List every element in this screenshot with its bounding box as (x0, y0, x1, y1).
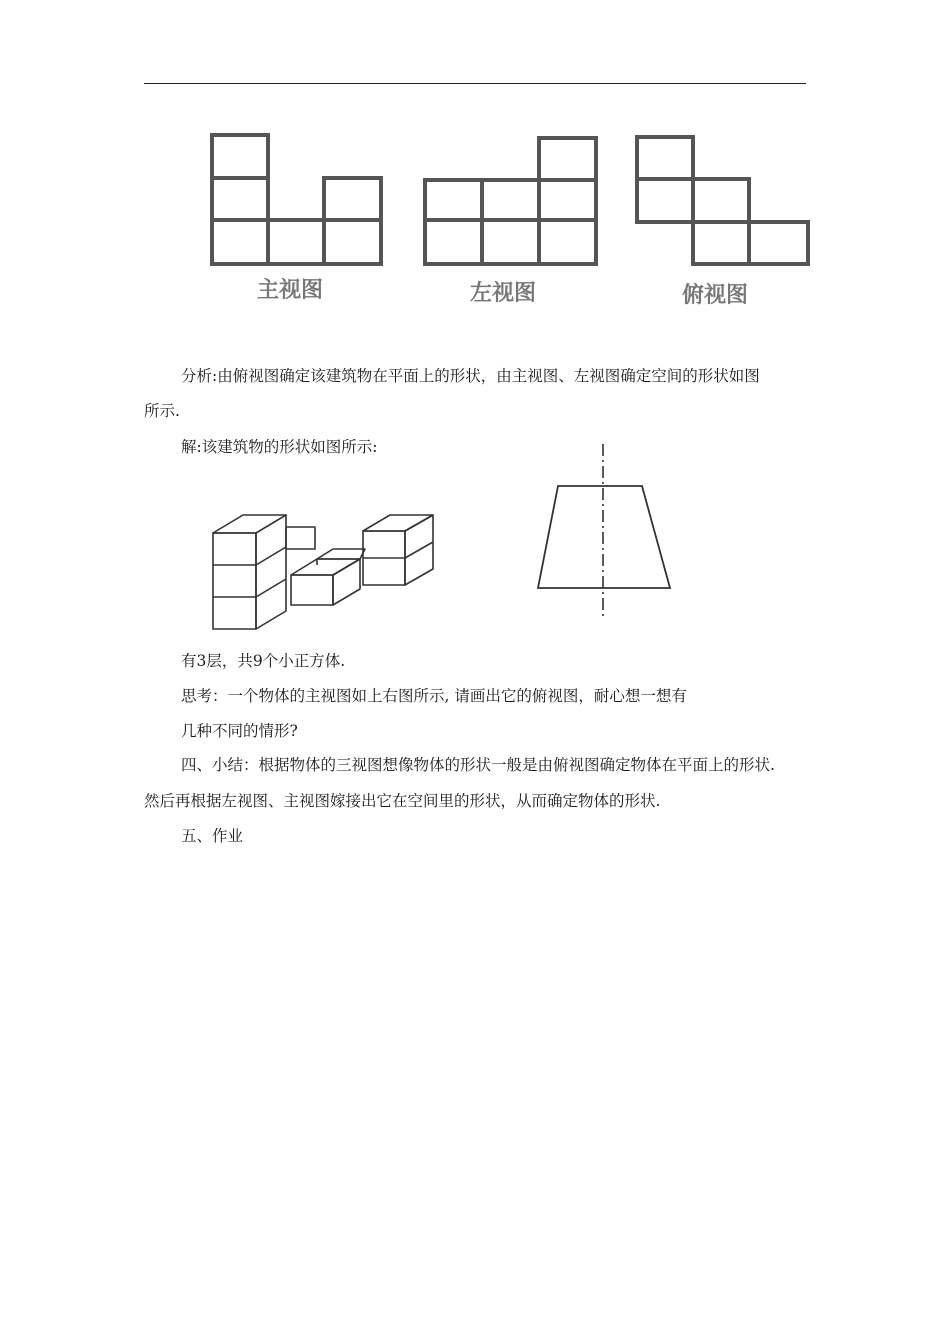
analysis-text-line1: 分析:由俯视图确定该建筑物在平面上的形状，由主视图、左视图确定空间的形状如图 (181, 367, 760, 385)
solution-text: 解:该建筑物的形状如图所示: (181, 438, 378, 456)
think-text-line1: 思考：一个物体的主视图如上右图所示, 请画出它的俯视图，耐心想一想有 (181, 687, 687, 705)
top-view-diagram (637, 137, 808, 264)
building-isometric-figure (205, 505, 445, 635)
homework-heading: 五、作业 (181, 827, 244, 845)
layers-text: 有3层，共9个小正方体. (181, 652, 346, 670)
left-view-label: 左视图 (470, 281, 537, 306)
left-view-diagram (425, 138, 596, 264)
header-rule (144, 83, 806, 84)
top-view-label: 俯视图 (682, 283, 749, 308)
think-text-line2: 几种不同的情形? (181, 722, 298, 740)
front-view-diagram (212, 135, 381, 264)
trapezoid-front-view-figure (530, 440, 680, 620)
summary-text-line2: 然后再根据左视图、主视图嫁接出它在空间里的形状，从而确定物体的形状. (144, 792, 661, 810)
summary-text-line1: 四、小结：根据物体的三视图想像物体的形状一般是由俯视图确定物体在平面上的形状. (181, 756, 775, 774)
front-view-label: 主视图 (257, 278, 324, 303)
analysis-text-line2: 所示. (144, 402, 180, 420)
three-views-figure (200, 120, 820, 320)
